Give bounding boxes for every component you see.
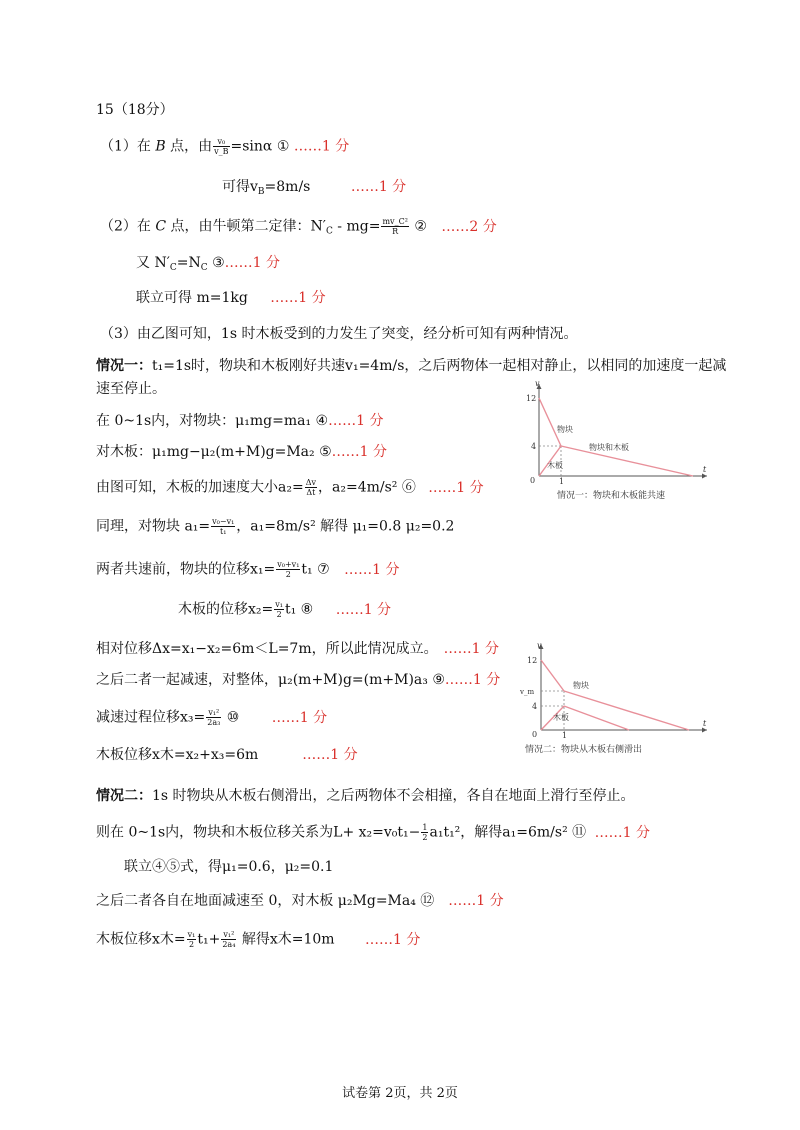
case2-combine: 联立④⑤式，得μ₁=0.6，μ₂=0.1 <box>124 859 334 875</box>
score: ……1 分 <box>365 931 421 948</box>
score: ……1 分 <box>302 747 358 763</box>
case1-eq7: 两者共速前，物块的位移x₁= $\frac{\text{v₀+v₁}}{2}$ t₁ ⑦ ……1 分 <box>96 560 400 579</box>
case1-line2: 速至停止。 <box>96 381 166 397</box>
fraction: $\frac{\text{v₀+v₁}}{2}$ <box>277 560 300 579</box>
tick-1: 1 <box>562 731 568 738</box>
figure-caption: 情况二：物块从木板右侧滑出 <box>525 745 643 755</box>
case2-line1: 情况二：1s 时物块从木板右侧滑出，之后两物体不会相撞，各自在地面上滑行至停止。 <box>96 788 635 804</box>
fraction: $\frac{\text{v₁}}{2}$ <box>187 930 196 949</box>
y-label: v <box>537 641 542 650</box>
tick-12: 12 <box>526 394 537 403</box>
question-title: 15（18分） <box>96 102 174 118</box>
score: ……1 分 <box>344 561 400 578</box>
block-line <box>541 660 564 691</box>
figure-case2 <box>517 640 717 755</box>
part1-line2: 可得$v_B=8m/s$ ……1 分 <box>222 179 407 197</box>
part2-line3: 联立可得 m=1kg ……1 分 <box>136 290 326 306</box>
case1-relative: 相对位移Δx=x₁−x₂=6m＜L=7m，所以此情况成立。 ……1 分 <box>96 641 499 657</box>
fraction: $\frac{\text{v₁²}}{\text{2a₄}}$ <box>222 930 236 949</box>
tick-12: 12 <box>527 656 538 665</box>
fraction: $\frac{\text{v₀}}{v\_B}$ <box>214 137 229 156</box>
figure-case1 <box>517 380 717 501</box>
fraction: $\frac{1}{2}$ <box>422 823 428 842</box>
tick-vm: v_m <box>520 688 535 696</box>
score: ……1 分 <box>443 641 499 657</box>
case1-eq4: 在 0~1s内，对物块：μ₁mg=ma₁ ④……1 分 <box>96 413 384 429</box>
case2-eq11: 则在 0~1s内，物块和木板位移关系为L+ x₂=v₀t₁− $\frac{1}{2}$ a₁t₁²，解得a₁=6m/s² ⑪ ……1 分 <box>96 823 650 842</box>
vt-graph-case1 <box>517 380 717 485</box>
y-label: v <box>535 380 540 388</box>
fraction: $\frac{\text{v₁²}}{\text{2a₃}}$ <box>207 708 221 727</box>
vt-graph-case2 <box>517 640 717 738</box>
score: ……1 分 <box>328 413 384 429</box>
score: ……1 分 <box>271 709 328 726</box>
part2-line2: 又 $N'_C=N_C$ ③……1 分 <box>136 255 281 273</box>
fraction: $\frac{\text{v₀−v₁}}{\text{t₁}}$ <box>212 517 235 536</box>
part1-line1: （1）在 B 点，由 $\frac{\text{v₀}}{v\_B}$ =sinα ① ……1 分 <box>100 137 350 156</box>
fraction: $\frac{\Delta v}{\Delta t}$ <box>305 478 316 497</box>
part3-intro: （3）由乙图可知，1s 时木板受到的力发生了突变，经分析可知有两种情况。 <box>100 326 578 342</box>
board-line <box>564 706 629 730</box>
score: ……2 分 <box>441 218 497 235</box>
label-block: 物块 <box>557 425 573 434</box>
case1-eq8: 木板的位移x₂= $\frac{\text{v₁}}{2}$ t₁ ⑧ ……1 分 <box>178 600 392 619</box>
score: ……1 分 <box>428 479 484 496</box>
x-arrow-icon <box>702 728 707 733</box>
x-label: t <box>703 465 707 474</box>
case1-eq10: 减速过程位移x₃= $\frac{\text{v₁²}}{\text{2a₃}}$ ⑩ ……1 分 <box>96 708 328 727</box>
case1-line1: 情况一：t₁=1s时，物块和木板刚好共速v₁=4m/s，之后两物体一起相对静止，以相同的加速度一起减 <box>96 358 727 374</box>
x-arrow-icon <box>702 474 707 479</box>
origin-label: 0 <box>530 476 536 485</box>
part2-line1: （2）在 C 点，由牛顿第二定律：$N'_C - mg=$ $\frac{\text{mv\_C²}}{R}$ ② ……2 分 <box>100 217 497 237</box>
case2-eq12: 之后二者各自在地面减速至 0，对木板 μ₂Mg=Ma₄ ⑫ ……1 分 <box>96 893 504 909</box>
case2-board-disp: 木板位移x木= $\frac{\text{v₁}}{2}$ t₁+ $\frac{\text{v₁²}}{\text{2a₄}}$ 解得x木=10m ……1 分 <box>96 930 421 949</box>
score: ……1 分 <box>270 290 326 306</box>
tick-4: 4 <box>532 702 538 711</box>
origin-label: 0 <box>532 730 538 738</box>
tick-1: 1 <box>559 477 565 485</box>
fraction: $\frac{\text{mv\_C²}}{R}$ <box>382 217 408 236</box>
figure-caption: 情况一：物块和木板能共速 <box>557 491 666 501</box>
page-footer: 试卷第 2页，共 2页 <box>342 1086 458 1101</box>
score: ……1 分 <box>594 824 650 841</box>
score: ……1 分 <box>335 601 392 618</box>
score: ……1 分 <box>350 179 407 195</box>
label-board: 木板 <box>553 713 569 722</box>
case1-eq9: 之后二者一起减速，对整体，μ₂(m+M)g=(m+M)a₃ ⑨……1 分 <box>96 672 501 688</box>
score: ……1 分 <box>331 444 388 460</box>
tick-4: 4 <box>531 442 537 451</box>
score: ……1 分 <box>444 672 501 688</box>
score: ……1 分 <box>293 138 350 155</box>
case1-eq5: 对木板：μ₁mg−μ₂(m+M)g=Ma₂ ⑤……1 分 <box>96 444 388 460</box>
score: ……1 分 <box>448 893 504 909</box>
block-line <box>564 691 689 730</box>
label-block: 物块 <box>573 681 589 690</box>
case1-acc-block: 同理，对物块 a₁= $\frac{\text{v₀−v₁}}{\text{t₁}}$ ，a₁=8m/s² 解得 μ₁=0.8 μ₂=0.2 <box>96 517 455 536</box>
case1-board-disp: 木板位移x木=x₂+x₃=6m ……1 分 <box>96 747 358 763</box>
x-label: t <box>703 719 707 728</box>
label-board: 木板 <box>547 461 563 470</box>
block-line <box>539 398 561 446</box>
fraction: $\frac{\text{v₁}}{2}$ <box>275 600 283 619</box>
label-both: 物块和木板 <box>589 443 629 452</box>
case1-eq6: 由图可知，木板的加速度大小a₂= $\frac{\Delta v}{\Delta t}$ ，a₂=4m/s² ⑥ ……1 分 <box>96 478 484 497</box>
score: ……1 分 <box>224 255 281 271</box>
